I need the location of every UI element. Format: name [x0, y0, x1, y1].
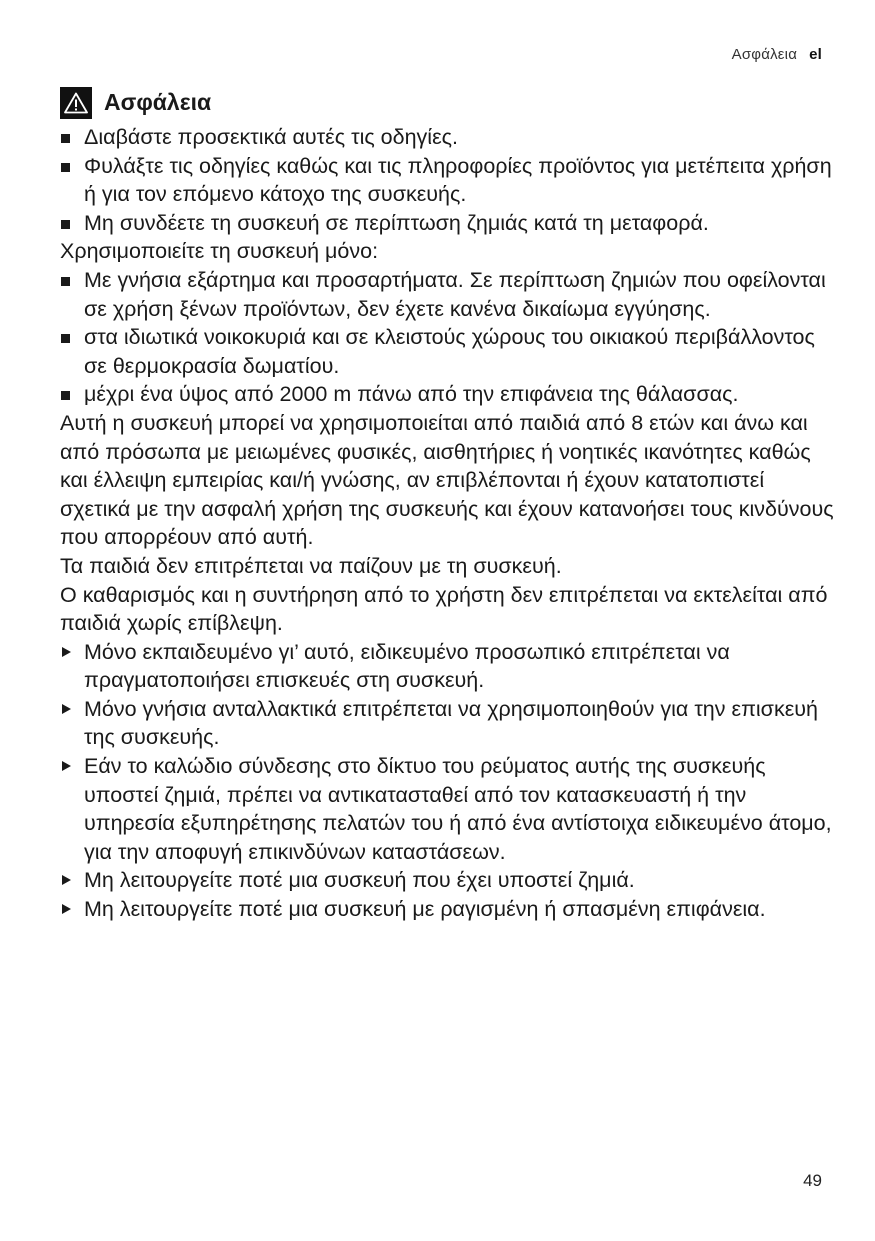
action-item: Εάν το καλώδιο σύνδεσης στο δίκτυο του ρεύματος αυτής της συσκευής υποστεί ζημιά, πρέπει να αντικατασταθεί από τον κατασκευαστή ή την υπηρεσία εξυπηρέτησης πελατών του ή από ένα αντίστοιχα ειδικευμένο άτομο, για την αποφυγή επικινδύνων καταστάσεων. — [60, 752, 835, 866]
language-code: el — [809, 46, 822, 63]
action-item-list — [60, 638, 835, 924]
section-heading — [60, 86, 835, 119]
page-number: 49 — [803, 1171, 822, 1190]
action-item: Μόνο γνήσια ανταλλακτικά επιτρέπεται να χρησιμοποιηθούν για την επισκευή της συσκευής. — [60, 695, 835, 752]
children-play-paragraph: Τα παιδιά δεν επιτρέπεται να παίζουν με τη συσκευή. — [60, 553, 562, 578]
action-item: Μόνο εκπαιδευμένο γι’ αυτό, ειδικευμένο προσωπικό επιτρέπεται να πραγματοποιήσει επισκευές στη συσκευή. — [60, 638, 835, 695]
intro-bullet-item: Διαβάστε προσεκτικά αυτές τις οδηγίες. — [60, 123, 835, 152]
intro-bullet-item: Μη συνδέετε τη συσκευή σε περίπτωση ζημιάς κατά τη μεταφορά. — [60, 209, 835, 238]
intro-bullet-list — [60, 123, 835, 237]
running-header — [732, 46, 822, 63]
use-only-bullet-list — [60, 266, 835, 409]
use-only-bullet-item: Με γνήσια εξάρτημα και προσαρτήματα. Σε περίπτωση ζημιών που οφείλονται σε χρήση ξένων προϊόντων, δεν έχετε κανένα δικαίωμα εγγύησης. — [60, 266, 835, 323]
warning-triangle-icon — [60, 87, 92, 119]
use-only-label: Χρησιμοποιείτε τη συσκευή μόνο: — [60, 239, 379, 264]
running-header-section: Ασφάλεια — [731, 46, 798, 63]
page-content — [60, 86, 835, 924]
use-only-bullet-item: μέχρι ένα ύψος από 2000 m πάνω από την επιφάνεια της θάλασσας. — [60, 380, 835, 409]
action-item: Μη λειτουργείτε ποτέ μια συσκευή με ραγισμένη ή σπασμένη επιφάνεια. — [60, 895, 835, 924]
children-usage-paragraph: Αυτή η συσκευή μπορεί να χρησιμοποιείται από παιδιά από 8 ετών και άνω και από πρόσωπα με μειωμένες φυσικές, αισθητήριες ή νοητικές ικανότητες καθώς και έλλειψη εμπειρίας και/ή γνώσης, αν επιβλέπονται ή έχουν κατατοπιστεί σχετικά με την ασφαλή χρήση της συσκευής και έχουν κατανοήσει τους κινδύνους που απορρέουν από αυτή. — [60, 410, 834, 550]
section-title: Ασφάλεια — [104, 89, 212, 116]
action-item: Μη λειτουργείτε ποτέ μια συσκευή που έχει υποστεί ζημιά. — [60, 866, 835, 895]
use-only-bullet-item: στα ιδιωτικά νοικοκυριά και σε κλειστούς χώρους του οικιακού περιβάλλοντος σε θερμοκρασία δωματίου. — [60, 323, 835, 380]
intro-bullet-item: Φυλάξτε τις οδηγίες καθώς και τις πληροφορίες προϊόντος για μετέπειτα χρήση ή για τον επόμενο κάτοχο της συσκευής. — [60, 152, 835, 209]
cleaning-paragraph: Ο καθαρισμός και η συντήρηση από το χρήστη δεν επιτρέπεται να εκτελείται από παιδιά χωρίς επίβλεψη. — [60, 582, 828, 636]
